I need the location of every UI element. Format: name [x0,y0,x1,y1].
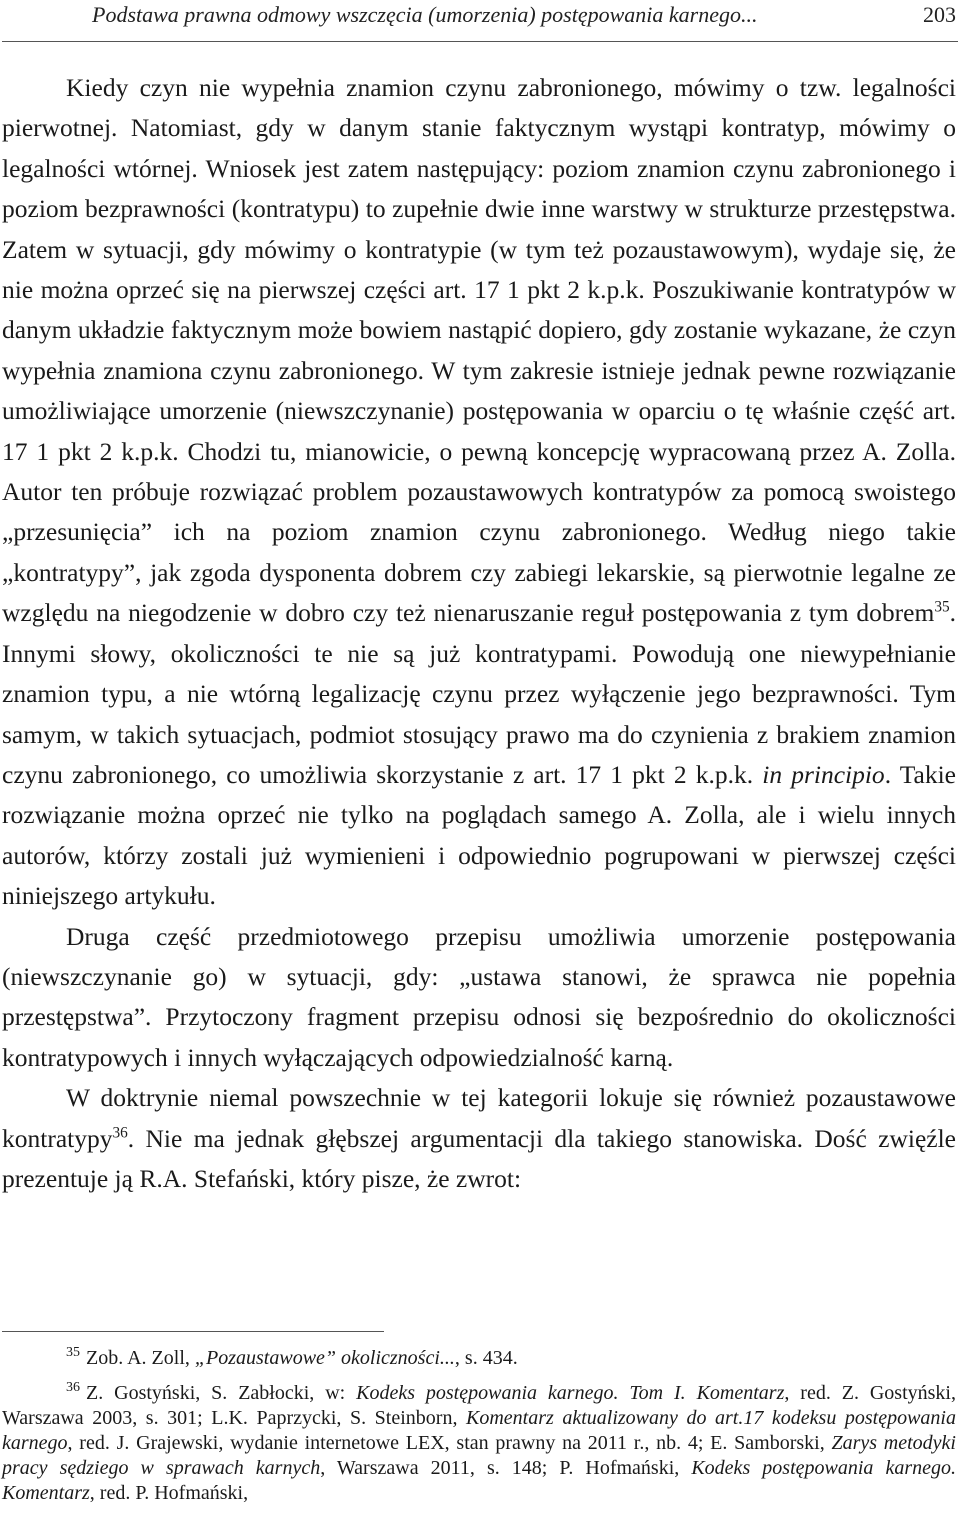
page-number: 203 [923,2,956,27]
footnote-36-text-2: , red. Z. Gostyński, Warszawa 2003, s. 301; L.K. Paprzycki, S. Steinborn, [2,1382,956,1429]
footnote-36-italic-3: Zarys metodyki pracy sędziego w sprawach karnych [2,1432,956,1479]
footnotes [2,1346,956,1516]
paragraph-3-text-a: W doktrynie niemal powszechnie w tej kategorii lokuje się również pozaustawowe kontratypy [2,1083,956,1153]
footnote-number: 36 [66,1380,80,1396]
paragraph-1-text-b: . Innymi słowy, okoliczności te nie są już kontratypami. Powodują one niewypełnianie znamion typu, a nie wtórną legalizację czynu przez wyłączenie jego bezprawności. Tym samym, w takich sytuacjach, podmiot stosujący prawo ma do czynienia z brakiem znamion czynu zabronionego, co umożliwia skorzystanie z art. 17 1 pkt 2 k.p.k. [2,598,956,789]
footnote-ref-35: 35 [934,598,950,616]
footnote-36-italic-1: Kodeks postępowania karnego. Tom I. Komentarz [356,1382,785,1404]
main-text [2,68,956,1199]
footnote-36-text-1: Z. Gostyński, S. Zabłocki, w: [86,1382,357,1404]
footnote-35-text-a: Zob. A. Zoll, [86,1347,195,1369]
paragraph-2: Druga część przedmiotowego przepisu umożliwia umorzenie postępowania (niewszczynanie go) w sytuacji, gdy: „ustawa stanowi, że sprawca nie popełnia przestępstwa”. Przytoczony fragment przepisu odnosi się bezpośrednio do okoliczności kontratypowych i innych wyłączających odpowiedzialność karną. [2,921,956,1072]
footnote-number: 35 [66,1345,80,1361]
paragraph-1-text-c: . Takie rozwiązanie można oprzeć nie tylko na poglądach samego A. Zolla, ale i wielu innych autorów, którzy zostali już wymienieni i odpowiednio pogrupowani w pierwszej części niniejszego artykułu. [2,759,956,911]
paragraph-1-text-a: Kiedy czyn nie wypełnia znamion czynu zabronionego, mówimy o tzw. legalności pierwotnej. Natomiast, gdy w danym stanie faktycznym wystąpi kontratyp, mówimy o legalności wtórnej. Wniosek jest zatem następujący: poziom znamion czynu zabronionego i poziom bezprawności (kontratypu) to zupełnie dwie inne warstwy w strukturze przestępstwa. Zatem w sytuacji, gdy mówimy o kontratypie (w tym też pozaustawowym), wydaje się, że nie można oprzeć się na pierwszej części art. 17 1 pkt 2 k.p.k. Poszukiwanie kontratypów w danym układzie faktycznym może bowiem nastąpić dopiero, gdy zostanie wykazane, że czyn wypełnia znamiona czynu zabronionego. W tym zakresie istnieje jednak pewne rozwiązanie umożliwiające umorzenie (niewszczynanie) postępowania w oparciu o tę właśnie część art. 17 1 pkt 2 k.p.k. Chodzi tu, mianowicie, o pewną koncepcję wypracowaną przez A. Zolla. Autor ten próbuje rozwiązać problem pozaustawowych kontratypów za pomocą swoistego „przesunięcia” ich na poziom znamion czynu zabronionego. Według niego takie „kontratypy”, jak zgoda dysponenta dobrem czy zabiegi lekarskie, są pierwotnie legalne ze względu na niegodzenie w dobro czy też nienaruszanie reguł postępowania z tym dobrem [2,73,956,628]
footnote-35 [2,1346,956,1371]
running-header [0,0,960,48]
paragraph-3 [2,1078,956,1199]
footnote-36-italic-2: Komentarz aktualizowany do art.17 kodeksu postępowania karnego [2,1407,956,1454]
footnote-36-text-4: , Warszawa 2011, s. 148; P. Hofmański, [320,1457,692,1479]
paragraph-3-text-b: . Nie ma jednak głębszej argumentacji dla takiego stanowiska. Dość zwięźle prezentuje ją R.A. Stefański, który pisze, że zwrot: [2,1123,956,1193]
footnote-36-text-3: , red. J. Grajewski, wydanie internetowe LEX, stan prawny na 2011 r., nb. 4; E. Samborski, [67,1432,832,1454]
footnote-36 [2,1381,956,1506]
header-rule [2,41,958,42]
paragraph-1-italic: in principio [762,759,885,789]
running-title: Podstawa prawna odmowy wszczęcia (umorzenia) postępowania karnego... [92,2,758,27]
footnote-ref-36: 36 [112,1124,128,1142]
footnote-36-italic-4: Kodeks postępowania karnego. Komentarz [2,1457,956,1504]
paragraph-1 [2,68,956,917]
footnote-36-text-5: , red. P. Hofmański, [89,1482,249,1504]
footnote-35-text-b: , s. 434. [454,1347,518,1369]
footnote-35-italic: „Pozaustawowe” okoliczności... [194,1347,455,1369]
footnote-rule [2,1331,384,1332]
